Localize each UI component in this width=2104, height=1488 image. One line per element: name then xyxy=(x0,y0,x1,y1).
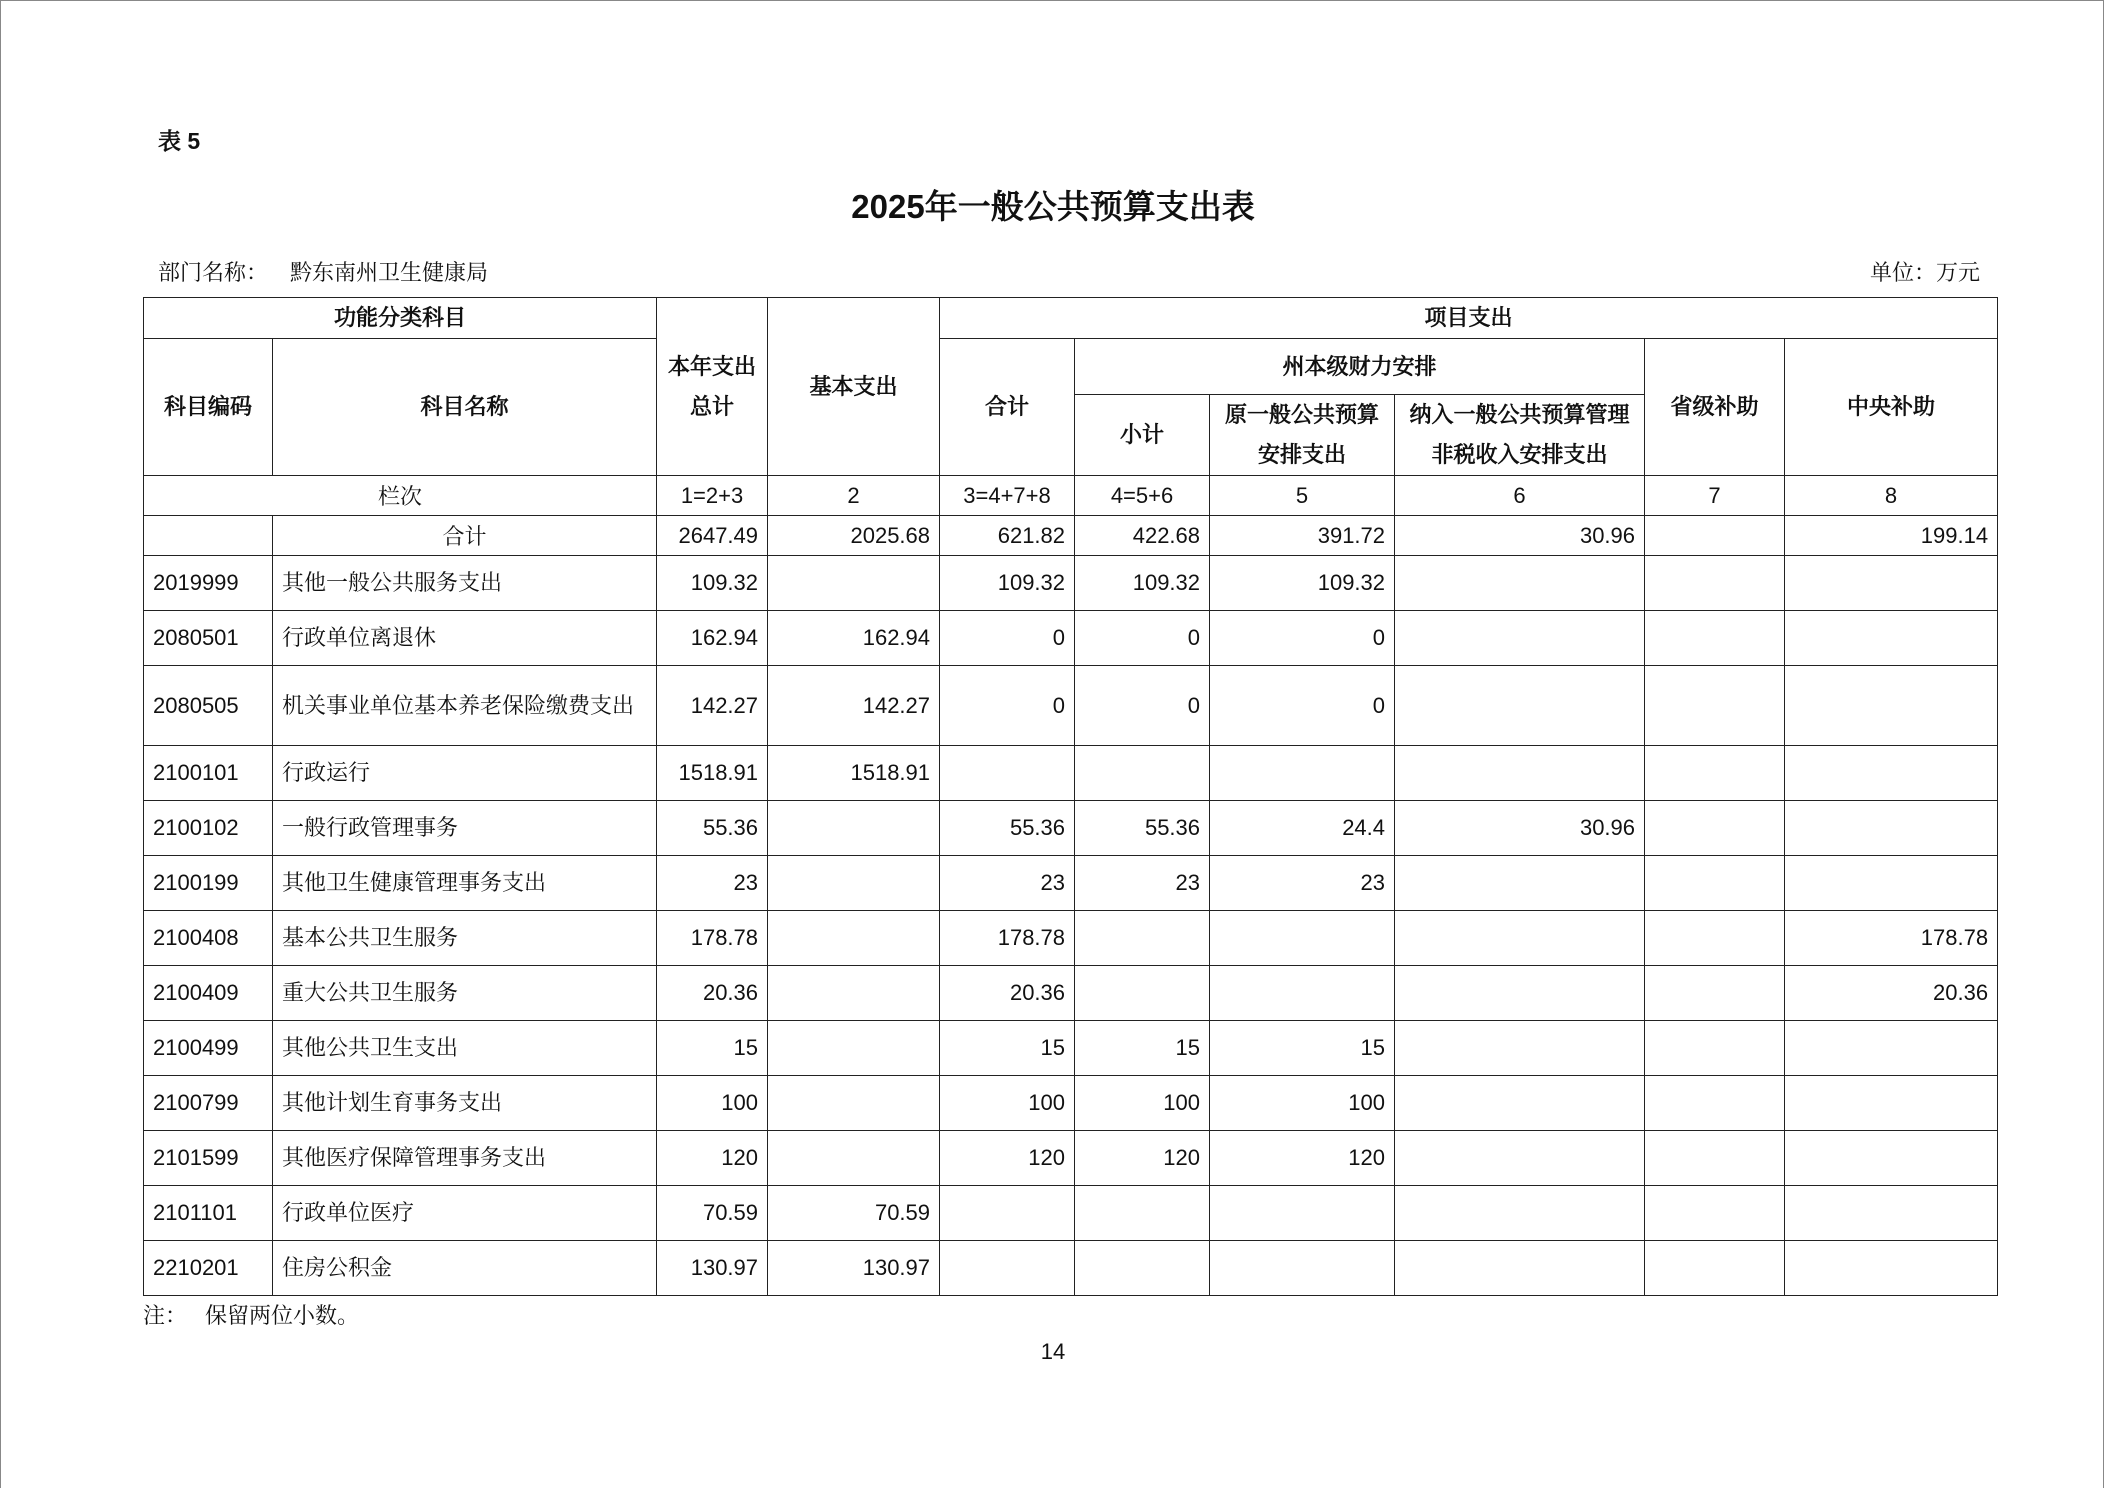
row-name: 机关事业单位基本养老保险缴费支出 xyxy=(273,666,657,746)
row-value xyxy=(1785,1186,1998,1241)
row-value xyxy=(940,1241,1075,1296)
row-value: 178.78 xyxy=(940,911,1075,966)
row-value xyxy=(1645,856,1785,911)
table-row xyxy=(144,966,1998,1021)
row-value xyxy=(1785,556,1998,611)
row-name: 其他计划生育事务支出 xyxy=(273,1076,657,1131)
row-value: 178.78 xyxy=(1785,911,1998,966)
header-provincial: 省级补助 xyxy=(1645,339,1785,476)
row-value: 70.59 xyxy=(768,1186,940,1241)
row-value xyxy=(1645,966,1785,1021)
row-value xyxy=(1210,911,1395,966)
row-code: 2100101 xyxy=(144,746,273,801)
row-value xyxy=(1645,1186,1785,1241)
row-value xyxy=(940,1186,1075,1241)
row-value xyxy=(768,556,940,611)
row-value xyxy=(1785,746,1998,801)
row-value xyxy=(1785,1241,1998,1296)
row-name: 一般行政管理事务 xyxy=(273,801,657,856)
row-value: 100 xyxy=(1210,1076,1395,1131)
row-value xyxy=(1210,746,1395,801)
row-value xyxy=(768,801,940,856)
row-value: 23 xyxy=(1210,856,1395,911)
row-value: 109.32 xyxy=(1210,556,1395,611)
row-name: 其他卫生健康管理事务支出 xyxy=(273,856,657,911)
row-value xyxy=(1395,746,1645,801)
row-value xyxy=(1785,666,1998,746)
header-code: 科目编码 xyxy=(144,339,273,476)
row-code: 2101599 xyxy=(144,1131,273,1186)
row-value xyxy=(1645,1131,1785,1186)
total-value: 199.14 xyxy=(1785,516,1998,556)
row-value: 1518.91 xyxy=(657,746,768,801)
header-total: 本年支出总计 xyxy=(657,298,768,476)
total-value: 621.82 xyxy=(940,516,1075,556)
row-name: 行政单位医疗 xyxy=(273,1186,657,1241)
row-value: 120 xyxy=(940,1131,1075,1186)
row-value xyxy=(768,1076,940,1131)
row-value: 142.27 xyxy=(768,666,940,746)
row-code: 2080505 xyxy=(144,666,273,746)
total-label: 合计 xyxy=(273,516,657,556)
row-value: 23 xyxy=(1075,856,1210,911)
table-label: 表 5 xyxy=(158,128,201,154)
row-value: 162.94 xyxy=(657,611,768,666)
row-value: 23 xyxy=(657,856,768,911)
row-value: 30.96 xyxy=(1395,801,1645,856)
row-value xyxy=(1075,1241,1210,1296)
row-value: 55.36 xyxy=(940,801,1075,856)
row-value xyxy=(1395,911,1645,966)
row-value xyxy=(768,856,940,911)
row-value xyxy=(1645,556,1785,611)
total-value: 422.68 xyxy=(1075,516,1210,556)
total-row xyxy=(144,516,1998,556)
header-subtotal: 小计 xyxy=(1075,395,1210,476)
row-value xyxy=(1395,666,1645,746)
row-value xyxy=(1395,611,1645,666)
row-value: 120 xyxy=(657,1131,768,1186)
row-code: 2101101 xyxy=(144,1186,273,1241)
table-row xyxy=(144,746,1998,801)
row-name: 重大公共卫生服务 xyxy=(273,966,657,1021)
column-index-row xyxy=(144,476,1998,516)
row-value xyxy=(1075,1186,1210,1241)
total-value: 2647.49 xyxy=(657,516,768,556)
row-value xyxy=(1645,746,1785,801)
table-row xyxy=(144,1131,1998,1186)
row-value xyxy=(768,966,940,1021)
row-name: 住房公积金 xyxy=(273,1241,657,1296)
column-index-cell: 4=5+6 xyxy=(1075,476,1210,516)
row-value: 100 xyxy=(940,1076,1075,1131)
row-name: 其他一般公共服务支出 xyxy=(273,556,657,611)
row-value: 178.78 xyxy=(657,911,768,966)
table-row xyxy=(144,801,1998,856)
row-value: 0 xyxy=(1075,666,1210,746)
row-value xyxy=(768,1131,940,1186)
unit-label: 单位：万元 xyxy=(1869,260,1980,285)
row-code: 2100199 xyxy=(144,856,273,911)
header-original: 原一般公共预算安排支出 xyxy=(1210,395,1395,476)
row-value: 15 xyxy=(940,1021,1075,1076)
total-code-cell xyxy=(144,516,273,556)
row-value xyxy=(1645,1076,1785,1131)
footnote xyxy=(143,1299,359,1330)
row-value: 1518.91 xyxy=(768,746,940,801)
header-project-total: 合计 xyxy=(940,339,1075,476)
page-number: 14 xyxy=(1040,1339,1066,1364)
row-value: 0 xyxy=(940,666,1075,746)
total-value xyxy=(1645,516,1785,556)
row-value: 20.36 xyxy=(1785,966,1998,1021)
row-value xyxy=(1785,1131,1998,1186)
department-line xyxy=(158,256,488,287)
row-value xyxy=(1645,1241,1785,1296)
row-value: 100 xyxy=(657,1076,768,1131)
row-value xyxy=(1645,911,1785,966)
row-value xyxy=(940,746,1075,801)
row-value xyxy=(1395,856,1645,911)
row-code: 2080501 xyxy=(144,611,273,666)
row-value: 100 xyxy=(1075,1076,1210,1131)
total-value: 391.72 xyxy=(1210,516,1395,556)
column-index-cell: 7 xyxy=(1645,476,1785,516)
row-value xyxy=(1075,911,1210,966)
row-code: 2210201 xyxy=(144,1241,273,1296)
row-value xyxy=(1210,1241,1395,1296)
header-project: 项目支出 xyxy=(940,298,1998,339)
row-value: 130.97 xyxy=(657,1241,768,1296)
row-name: 其他医疗保障管理事务支出 xyxy=(273,1131,657,1186)
row-value xyxy=(768,911,940,966)
row-value: 109.32 xyxy=(1075,556,1210,611)
column-index-cell: 5 xyxy=(1210,476,1395,516)
row-value xyxy=(1210,966,1395,1021)
department-name: 黔东南州卫生健康局 xyxy=(290,260,489,285)
footnote-label: 注： xyxy=(143,1303,188,1328)
column-index-cell: 8 xyxy=(1785,476,1998,516)
row-value xyxy=(1645,1021,1785,1076)
table-row xyxy=(144,856,1998,911)
row-value: 55.36 xyxy=(1075,801,1210,856)
table-row xyxy=(144,911,1998,966)
row-value xyxy=(1785,611,1998,666)
row-code: 2100799 xyxy=(144,1076,273,1131)
row-value xyxy=(1395,1186,1645,1241)
row-value: 109.32 xyxy=(657,556,768,611)
row-value: 15 xyxy=(657,1021,768,1076)
row-value xyxy=(1645,801,1785,856)
row-value: 130.97 xyxy=(768,1241,940,1296)
row-value: 0 xyxy=(1075,611,1210,666)
row-value xyxy=(1785,1076,1998,1131)
table-row xyxy=(144,666,1998,746)
row-value xyxy=(1645,611,1785,666)
row-value xyxy=(1395,1021,1645,1076)
row-value xyxy=(1395,1076,1645,1131)
footnote-text: 保留两位小数。 xyxy=(205,1303,360,1328)
column-index-label: 栏次 xyxy=(144,476,657,516)
row-name: 其他公共卫生支出 xyxy=(273,1021,657,1076)
department-label: 部门名称： xyxy=(158,260,269,285)
header-functional-category: 功能分类科目 xyxy=(144,298,657,339)
row-value: 109.32 xyxy=(940,556,1075,611)
budget-table xyxy=(143,297,1998,1296)
row-value: 23 xyxy=(940,856,1075,911)
table-row xyxy=(144,611,1998,666)
row-value: 20.36 xyxy=(657,966,768,1021)
row-value xyxy=(1785,856,1998,911)
row-value: 15 xyxy=(1075,1021,1210,1076)
row-code: 2100409 xyxy=(144,966,273,1021)
table-row xyxy=(144,1076,1998,1131)
row-code: 2100499 xyxy=(144,1021,273,1076)
column-index-cell: 2 xyxy=(768,476,940,516)
table-row xyxy=(144,556,1998,611)
row-value xyxy=(1785,1021,1998,1076)
row-value xyxy=(768,1021,940,1076)
row-value xyxy=(1645,666,1785,746)
column-index-cell: 6 xyxy=(1395,476,1645,516)
header-central: 中央补助 xyxy=(1785,339,1998,476)
row-value: 0 xyxy=(1210,611,1395,666)
row-value: 162.94 xyxy=(768,611,940,666)
row-value xyxy=(1785,801,1998,856)
table-body xyxy=(144,476,1998,1296)
column-index-cell: 3=4+7+8 xyxy=(940,476,1075,516)
header-name: 科目名称 xyxy=(273,339,657,476)
table-row xyxy=(144,1186,1998,1241)
row-value xyxy=(1075,746,1210,801)
row-name: 行政运行 xyxy=(273,746,657,801)
row-value: 70.59 xyxy=(657,1186,768,1241)
header-nontax: 纳入一般公共预算管理非税收入安排支出 xyxy=(1395,395,1645,476)
header-basic: 基本支出 xyxy=(768,298,940,476)
document-title: 2025年一般公共预算支出表 xyxy=(851,188,1255,225)
row-value xyxy=(1395,1241,1645,1296)
row-value: 0 xyxy=(940,611,1075,666)
total-value: 30.96 xyxy=(1395,516,1645,556)
row-value: 142.27 xyxy=(657,666,768,746)
row-value: 20.36 xyxy=(940,966,1075,1021)
row-value: 24.4 xyxy=(1210,801,1395,856)
row-code: 2100102 xyxy=(144,801,273,856)
row-value xyxy=(1395,1131,1645,1186)
row-value: 120 xyxy=(1210,1131,1395,1186)
total-value: 2025.68 xyxy=(768,516,940,556)
table-row xyxy=(144,1241,1998,1296)
row-value xyxy=(1395,556,1645,611)
row-value: 120 xyxy=(1075,1131,1210,1186)
row-name: 基本公共卫生服务 xyxy=(273,911,657,966)
row-value xyxy=(1395,966,1645,1021)
row-name: 行政单位离退休 xyxy=(273,611,657,666)
row-value: 0 xyxy=(1210,666,1395,746)
row-code: 2100408 xyxy=(144,911,273,966)
column-index-cell: 1=2+3 xyxy=(657,476,768,516)
header-state-level: 州本级财力安排 xyxy=(1075,339,1645,395)
row-value xyxy=(1210,1186,1395,1241)
row-code: 2019999 xyxy=(144,556,273,611)
row-value xyxy=(1075,966,1210,1021)
table-row xyxy=(144,1021,1998,1076)
row-value: 55.36 xyxy=(657,801,768,856)
row-value: 15 xyxy=(1210,1021,1395,1076)
